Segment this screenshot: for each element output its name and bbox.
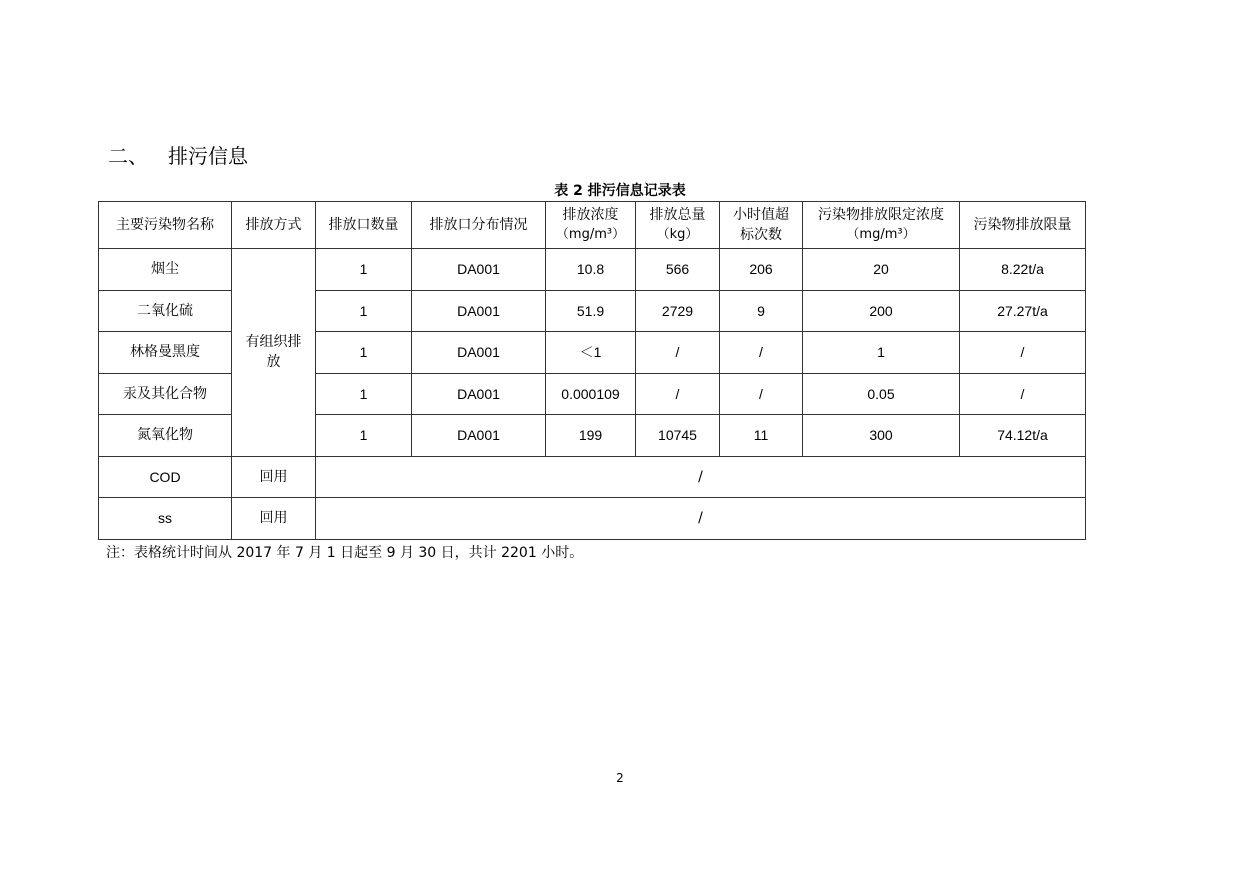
header-concentration-label: 排放浓度 (562, 207, 619, 223)
header-total-label: 排放总量 (649, 207, 706, 223)
cell-limit-amount: / (960, 373, 1086, 415)
header-exceed-line1: 小时值超 (733, 207, 789, 223)
header-pollutant: 主要污染物名称 (99, 202, 232, 249)
header-outlet-count: 排放口数量 (316, 202, 412, 249)
cell-pollutant: 二氧化硫 (99, 290, 232, 332)
page-number: 2 (616, 771, 624, 785)
cell-limit-concentration: 300 (803, 415, 960, 457)
cell-exceed: 206 (720, 249, 803, 291)
header-concentration (546, 202, 636, 249)
header-limit-concentration-unit: （mg/m³） (846, 227, 916, 242)
cell-outlet: DA001 (412, 249, 546, 291)
cell-exceed: / (720, 373, 803, 415)
cell-merged-value: / (316, 456, 1086, 498)
table-header-row (99, 202, 1086, 249)
header-exceed-line2: 标次数 (740, 227, 782, 243)
emission-record-table (98, 201, 1086, 540)
header-total-unit: （kg） (656, 227, 699, 242)
section-number: 二、 (108, 144, 148, 168)
cell-outlet: DA001 (412, 415, 546, 457)
cell-outlet: DA001 (412, 373, 546, 415)
cell-method-organized (232, 249, 316, 457)
cell-outlet-count: 1 (316, 415, 412, 457)
cell-limit-concentration: 0.05 (803, 373, 960, 415)
cell-method: 回用 (232, 498, 316, 540)
cell-total: / (636, 332, 720, 374)
table-row (99, 249, 1086, 291)
table-note: 注：表格统计时间从 2017 年 7 月 1 日起至 9 月 30 日，共计 2201 小时。 (106, 545, 584, 561)
cell-limit-amount: 27.27t/a (960, 290, 1086, 332)
cell-limit-amount: 8.22t/a (960, 249, 1086, 291)
cell-outlet-count: 1 (316, 249, 412, 291)
cell-method: 回用 (232, 456, 316, 498)
cell-total: 10745 (636, 415, 720, 457)
cell-outlet: DA001 (412, 332, 546, 374)
cell-concentration: ＜1 (546, 332, 636, 374)
cell-exceed: 11 (720, 415, 803, 457)
cell-exceed: 9 (720, 290, 803, 332)
header-total (636, 202, 720, 249)
cell-exceed: / (720, 332, 803, 374)
header-outlet-distribution: 排放口分布情况 (412, 202, 546, 249)
section-title: 排污信息 (168, 144, 248, 168)
header-limit-concentration (803, 202, 960, 249)
cell-outlet-count: 1 (316, 332, 412, 374)
cell-limit-concentration: 200 (803, 290, 960, 332)
cell-total: 566 (636, 249, 720, 291)
method-organized-line2: 放 (266, 354, 281, 371)
cell-pollutant: 汞及其化合物 (99, 373, 232, 415)
cell-concentration: 199 (546, 415, 636, 457)
header-concentration-unit: （mg/m³） (555, 227, 626, 242)
cell-limit-amount: 74.12t/a (960, 415, 1086, 457)
header-exceed (720, 202, 803, 249)
cell-pollutant: 烟尘 (99, 249, 232, 291)
cell-merged-value: / (316, 498, 1086, 540)
cell-concentration: 51.9 (546, 290, 636, 332)
table-row-reuse (99, 456, 1086, 498)
header-method: 排放方式 (232, 202, 316, 249)
header-limit-amount: 污染物排放限量 (960, 202, 1086, 249)
cell-concentration: 0.000109 (546, 373, 636, 415)
table-row-reuse (99, 498, 1086, 540)
cell-pollutant: ss (99, 498, 232, 540)
section-heading (108, 140, 248, 169)
method-organized-line1: 有组织排 (245, 334, 302, 351)
cell-limit-amount: / (960, 332, 1086, 374)
cell-pollutant: 林格曼黑度 (99, 332, 232, 374)
cell-limit-concentration: 1 (803, 332, 960, 374)
cell-outlet-count: 1 (316, 373, 412, 415)
table-caption: 表 2 排污信息记录表 (554, 183, 686, 199)
cell-outlet: DA001 (412, 290, 546, 332)
cell-outlet-count: 1 (316, 290, 412, 332)
cell-pollutant: 氮氧化物 (99, 415, 232, 457)
cell-concentration: 10.8 (546, 249, 636, 291)
cell-total: 2729 (636, 290, 720, 332)
cell-pollutant: COD (99, 456, 232, 498)
cell-limit-concentration: 20 (803, 249, 960, 291)
cell-total: / (636, 373, 720, 415)
header-limit-concentration-label: 污染物排放限定浓度 (818, 207, 944, 223)
